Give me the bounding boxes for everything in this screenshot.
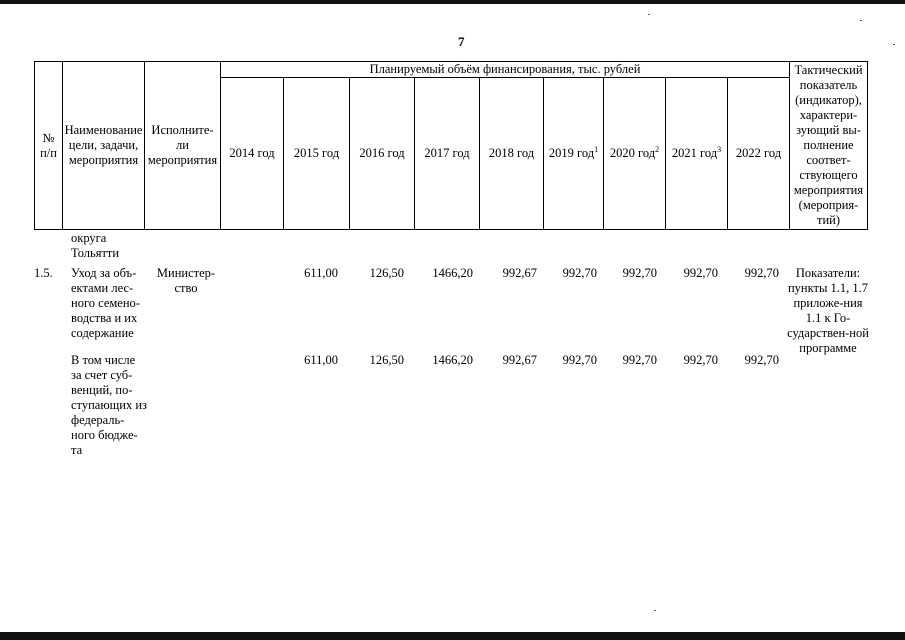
scan-speck (654, 610, 656, 611)
header-col-number: № п/п (35, 62, 63, 230)
header-col-indicator: Тактический показатель (индикатор), характери-зующий вы-полнение соответ-ствующего мероприятия (мероприя-тий) (790, 62, 868, 230)
header-year-2018: 2018 год (480, 78, 544, 230)
row-number: 1.5. (34, 266, 53, 280)
value-2016: 126,50 (369, 353, 404, 367)
header-financing: Планируемый объём финансирования, тыс. рублей (221, 62, 790, 78)
value-2021: 992,70 (683, 353, 718, 367)
value-2018: 992,67 (502, 353, 537, 367)
value-2022: 992,70 (744, 353, 779, 367)
value-2021: 992,70 (683, 266, 718, 280)
value-2019: 992,70 (562, 353, 597, 367)
value-2017: 1466,20 (432, 266, 473, 280)
row-indicator: Показатели: пункты 1.1, 1.7 приложе-ния 1.1 к Го-сударствен-ной программе (787, 266, 869, 355)
scan-edge-bottom (0, 632, 905, 640)
header-year-2014: 2014 год (221, 78, 284, 230)
header-col-name: Наименование цели, задачи, мероприятия (63, 62, 145, 230)
value-2020: 992,70 (622, 353, 657, 367)
row-executor: Министер-ство (156, 266, 216, 295)
row-name: Уход за объ-ектами лес-ного семено-водства и их содержание (71, 266, 140, 340)
value-2015: 611,00 (304, 353, 338, 367)
header-col-executor: Исполните-ли мероприятия (145, 62, 221, 230)
header-year-2017: 2017 год (415, 78, 480, 230)
header-year-2022: 2022 год (728, 78, 790, 230)
scan-speck (648, 14, 650, 15)
header-year-2021: 2021 год$^3$ (666, 78, 728, 230)
financing-table-header (34, 61, 868, 230)
value-2020: 992,70 (622, 266, 657, 280)
value-2015: 611,00 (304, 266, 338, 280)
header-year-2016: 2016 год (350, 78, 415, 230)
row-name: В том числе за счет суб-венций, по-ступающих из федераль-ного бюдже-та (71, 353, 147, 457)
header-year-2019: 2019 год$^1$ (544, 78, 604, 230)
scan-edge-top (0, 0, 905, 4)
scan-speck (893, 44, 895, 45)
value-2018: 992,67 (502, 266, 537, 280)
page-number: 7 (458, 34, 465, 49)
value-2019: 992,70 (562, 266, 597, 280)
header-year-2015: 2015 год (284, 78, 350, 230)
header-year-2020: 2020 год$^2$ (604, 78, 666, 230)
value-2022: 992,70 (744, 266, 779, 280)
scan-speck (860, 20, 862, 21)
value-2017: 1466,20 (432, 353, 473, 367)
continuation-text: округа Тольятти (71, 231, 120, 260)
value-2016: 126,50 (369, 266, 404, 280)
